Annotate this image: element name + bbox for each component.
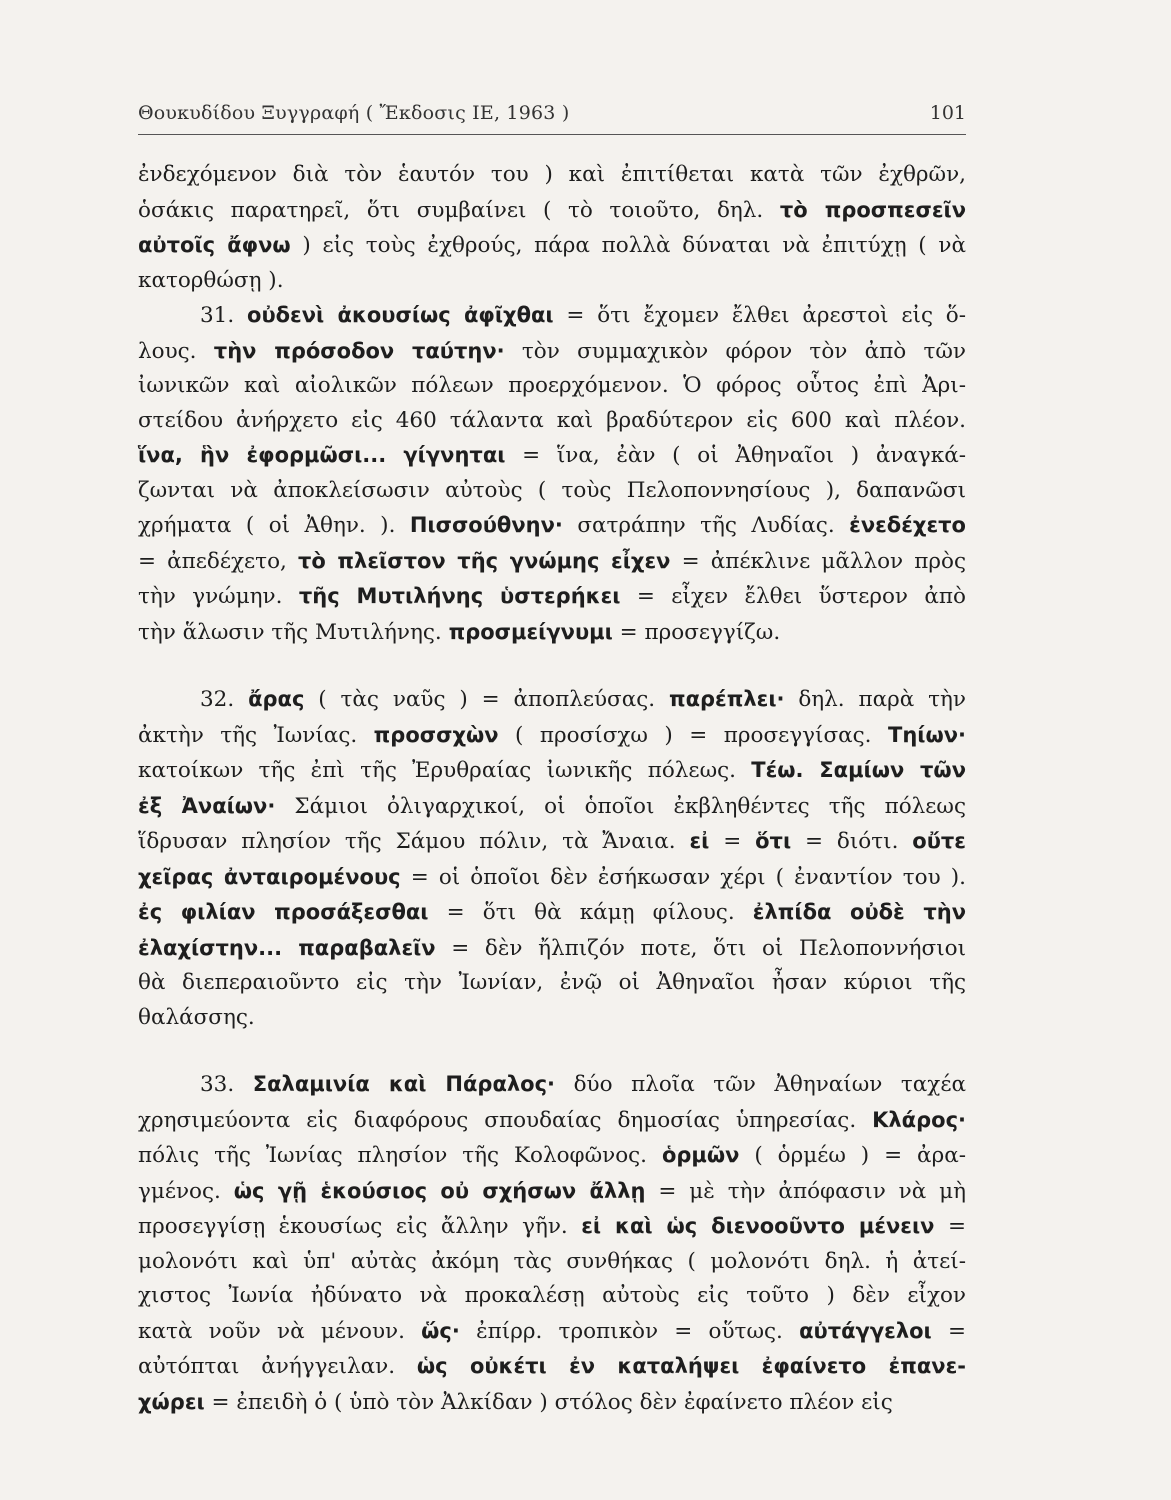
gloss-text: τὴν γνώμην.	[138, 584, 299, 609]
text-line	[138, 264, 966, 299]
gloss-text: Σάμιοι ὀλιγαρχικοί, οἱ ὁποῖοι ἐκβληθέντες τῆς πόλεως	[275, 793, 966, 819]
text-line	[138, 1067, 966, 1103]
text-line	[138, 682, 966, 718]
gloss-text: λους.	[138, 338, 214, 364]
paragraph-gap	[138, 650, 966, 682]
text-line	[138, 1245, 966, 1280]
lemma-term: εἰ καὶ ὡς διενοοῦντο μένειν	[581, 1214, 935, 1238]
lemma-term: αὐτάγγελοι	[799, 1318, 932, 1343]
text-line	[138, 1001, 966, 1036]
gloss-text: ἰωνικῶν καὶ αἰολικῶν πόλεων προερχόμενον. Ὁ φόρος οὗτος ἐπὶ Ἀρι-	[138, 373, 966, 398]
gloss-text: = ὅτι ἔχομεν ἔλθει ἀρεστοὶ εἰς ὅ-	[553, 303, 966, 328]
gloss-text: χρήματα ( οἱ Ἀθην. ).	[138, 513, 410, 538]
gloss-text: 33.	[200, 1072, 253, 1097]
text-line	[138, 474, 966, 509]
gloss-text: θὰ διεπεραιοῦντο εἰς τὴν Ἰωνίαν, ἐνῷ οἱ Ἀθηναῖοι ἦσαν κύριοι τῆς	[138, 970, 966, 995]
lemma-term: ὅτι	[755, 829, 792, 853]
gloss-text: αὐτόπται ἀνήγγειλαν.	[138, 1354, 417, 1379]
text-line	[138, 931, 966, 967]
gloss-text: τὴν ἅλωσιν τῆς Μυτιλήνης.	[138, 619, 449, 645]
text-line	[138, 1385, 966, 1421]
lemma-term: τὸ προσπεσεῖν	[779, 197, 966, 222]
gloss-text: = προσεγγίζω.	[612, 619, 781, 645]
gloss-text: γμένος.	[138, 1178, 234, 1204]
text-line	[138, 228, 966, 264]
gloss-text: = δὲν ἤλπιζόν ποτε, ὅτι οἱ Πελοποννήσιοι	[435, 935, 967, 961]
gloss-text: =	[934, 1214, 966, 1239]
text-line	[138, 860, 966, 896]
lemma-term: τὴν πρόσοδον ταύτην·	[213, 338, 505, 363]
gloss-text: χιστος Ἰωνία ἠδύνατο νὰ προκαλέσῃ αὐτοὺς εἰς τοῦτο ) δὲν εἶχον	[138, 1283, 966, 1308]
gloss-text: 31.	[200, 303, 248, 328]
text-line	[138, 1349, 966, 1385]
gloss-text: σατράπην τῆς Λυδίας.	[562, 513, 850, 538]
gloss-text: ἐνδεχόμενον διὰ τὸν ἑαυτόν του ) καὶ ἐπιτίθεται κατὰ τῶν ἐχθρῶν,	[138, 162, 966, 187]
text-line	[138, 824, 966, 860]
lemma-term: τὸ πλεῖστον τῆς γνώμης εἶχεν	[298, 548, 671, 573]
text-line	[138, 369, 966, 404]
lemma-term: ἐλαχίστην... παραβαλεῖν	[138, 935, 436, 960]
text-line	[138, 438, 966, 474]
gloss-text: δηλ. παρὰ τὴν	[784, 687, 967, 712]
lemma-term: ἄρας	[248, 687, 305, 711]
lemma-term: εἰ	[689, 829, 710, 853]
page-number: 101	[929, 102, 966, 124]
text-line	[138, 615, 966, 651]
gloss-text: = ἐπειδὴ ὁ ( ὑπὸ τὸν Ἀλκίδαν ) στόλος δὲν ἐφαίνετο πλέον εἰς	[204, 1389, 893, 1415]
text-line	[138, 334, 966, 370]
gloss-text: κατορθώσῃ ).	[138, 267, 284, 293]
lemma-term: ἵνα, ἣν ἐφορμῶσι... γίγνηται	[138, 443, 506, 467]
lemma-term: ὁρμῶν	[661, 1143, 740, 1167]
lemma-term: Τηίων·	[888, 722, 966, 747]
lemma-term: προσσχὼν	[373, 722, 499, 747]
text-line	[138, 158, 966, 193]
text-line	[138, 1103, 966, 1139]
text-line	[138, 1279, 966, 1314]
gloss-text: χρησιμεύοντα εἰς διαφόρους σπουδαίας δημοσίας ὑπηρεσίας.	[138, 1107, 873, 1133]
gloss-text: δύο πλοῖα τῶν Ἀθηναίων ταχέα	[555, 1072, 966, 1097]
lemma-term: χώρει	[138, 1389, 205, 1414]
gloss-text: προσεγγίσῃ ἑκουσίως εἰς ἄλλην γῆν.	[138, 1214, 582, 1239]
lemma-term: ὥς·	[421, 1318, 460, 1343]
gloss-text: ἐπίρρ. τροπικὸν = οὕτως.	[459, 1318, 800, 1344]
header-title: Θουκυδίδου Ξυγγραφή ( Ἔκδοσις ΙΕ, 1963 )	[138, 102, 570, 124]
gloss-text: = διότι.	[791, 829, 913, 854]
lemma-term: οὔτε	[912, 829, 966, 853]
lemma-term: προσμείγνυμι	[448, 619, 613, 644]
text-line	[138, 1314, 966, 1350]
gloss-text: ( ὁρμέω ) = ἀρα-	[739, 1143, 966, 1168]
gloss-text: =	[709, 829, 756, 854]
lemma-term: ὡς γῇ ἑκούσιος οὐ σχήσων ἄλλῃ	[233, 1178, 646, 1203]
gloss-text: ) εἰς τοὺς ἐχθρούς, πάρα πολλὰ δύναται νὰ ἐπιτύχῃ ( νὰ	[290, 233, 966, 258]
gloss-text: κατὰ νοῦν νὰ μένουν.	[138, 1318, 422, 1344]
text-line	[138, 404, 966, 439]
lemma-term: Τέω. Σαμίων τῶν	[751, 758, 966, 782]
text-line	[138, 1174, 966, 1210]
lemma-term: χεῖρας ἀνταιρομένους	[138, 864, 401, 889]
gloss-text: στείδου ἀνήρχετο εἰς 460 τάλαντα καὶ βραδύτερον εἰς 600 καὶ πλέον.	[138, 407, 966, 433]
text-line	[138, 298, 966, 334]
gloss-text: ὁσάκις παρατηρεῖ, ὅτι συμβαίνει ( τὸ τοιοῦτο, δηλ.	[138, 197, 780, 223]
text-line	[138, 1138, 966, 1174]
gloss-text: 32.	[200, 687, 249, 712]
lemma-term: ἐλπίδα οὐδὲ τὴν	[752, 900, 967, 924]
running-header	[138, 100, 966, 135]
text-line	[138, 544, 966, 580]
text-line	[138, 1209, 966, 1245]
lemma-term: ἐξ Ἀναίων·	[138, 793, 276, 818]
lemma-term: ἐνεδέχετο	[849, 513, 966, 537]
gloss-text: ἵδρυσαν πλησίον τῆς Σάμου πόλιν, τὰ Ἄναια.	[138, 829, 690, 854]
gloss-text: μολονότι καὶ ὑπ' αὐτὰς ἀκόμη τὰς συνθήκας ( μολονότι δηλ. ἡ ἀτεί-	[138, 1248, 966, 1274]
gloss-text: θαλάσσης.	[138, 1004, 255, 1030]
lemma-term: ἐς φιλίαν προσάξεσθαι	[138, 900, 429, 924]
text-line	[138, 193, 966, 229]
gloss-text: πόλις τῆς Ἰωνίας πλησίον τῆς Κολοφῶνος.	[138, 1143, 662, 1168]
lemma-term: Σαλαμινία καὶ Πάραλος·	[252, 1072, 556, 1096]
gloss-text: = εἶχεν ἔλθει ὕστερον ἀπὸ	[620, 584, 966, 609]
lemma-term: αὐτοῖς ἄφνω	[138, 233, 291, 257]
text-line	[138, 895, 966, 931]
gloss-text: ( προσίσχω ) = προσεγγίσας.	[498, 722, 888, 748]
text-line	[138, 966, 966, 1001]
text-line	[138, 789, 966, 825]
gloss-text: =	[931, 1318, 966, 1344]
text-line	[138, 579, 966, 615]
paragraph-gap	[138, 1035, 966, 1067]
commentary-text	[138, 158, 966, 1420]
text-line	[138, 508, 966, 544]
lemma-term: παρέπλει·	[668, 687, 785, 711]
lemma-term: οὐδενὶ ἀκουσίως ἀφῖχθαι	[247, 303, 554, 327]
gloss-text: τὸν συμμαχικὸν φόρον τὸν ἀπὸ τῶν	[504, 338, 966, 364]
text-line	[138, 753, 966, 789]
gloss-text: κατοίκων τῆς ἐπὶ τῆς Ἐρυθραίας ἰωνικῆς πόλεως.	[138, 758, 752, 783]
lemma-term: Κλάρος·	[872, 1107, 966, 1132]
gloss-text: ἀκτὴν τῆς Ἰωνίας.	[138, 722, 374, 748]
lemma-term: τῆς Μυτιλήνης ὑστερήκει	[298, 584, 621, 608]
gloss-text: ( τὰς ναῦς ) = ἀποπλεύσας.	[304, 687, 669, 712]
gloss-text: = ἀπεδέχετο,	[138, 548, 298, 574]
lemma-term: Πισσούθνην·	[409, 513, 563, 537]
gloss-text: = μὲ τὴν ἀπόφασιν νὰ μὴ	[645, 1178, 966, 1204]
gloss-text: = ἀπέκλινε μᾶλλον πρὸς	[670, 548, 966, 574]
gloss-text: = ὅτι θὰ κάμῃ φίλους.	[428, 900, 753, 925]
lemma-term: ὡς οὐκέτι ἐν καταλήψει ἐφαίνετο ἐπανε-	[416, 1354, 967, 1378]
gloss-text: ζωνται νὰ ἀποκλείσωσιν αὐτοὺς ( τοὺς Πελοποννησίους ), δαπανῶσι	[138, 477, 966, 503]
text-line	[138, 718, 966, 754]
gloss-text: = ἵνα, ἐὰν ( οἱ Ἀθηναῖοι ) ἀναγκά-	[505, 443, 967, 468]
gloss-text: = οἱ ὁποῖοι δὲν ἐσήκωσαν χέρι ( ἐναντίον του ).	[400, 864, 966, 890]
